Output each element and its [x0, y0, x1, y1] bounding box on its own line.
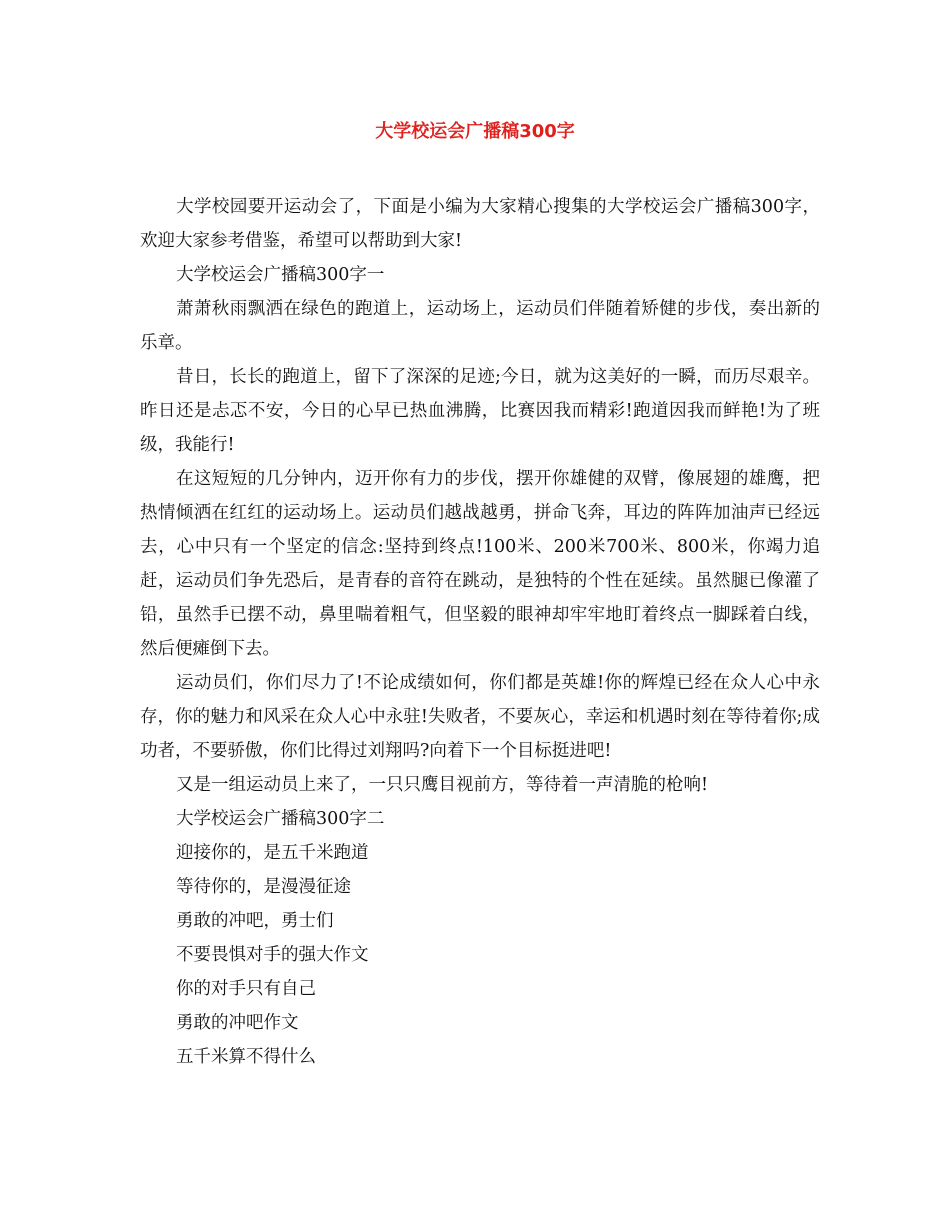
document-title: 大学校运会广播稿300字 — [375, 121, 575, 142]
paragraph: 昔日，长长的跑道上，留下了深深的足迹;今日，就为这美好的一瞬，而历尽艰辛。昨日还是忐忑不安，今日的心早已热血沸腾，比赛因我而精彩!跑道因我而鲜艳!为了班级，我能行! — [140, 367, 820, 455]
poem-line: 五千米算不得什么 — [176, 1047, 316, 1067]
poem-line: 不要畏惧对手的强大作文 — [176, 945, 369, 965]
paragraph: 运动员们，你们尽力了!不论成绩如何，你们都是英雄!你的辉煌已经在众人心中永存，你的魅力和风采在众人心中永驻!失败者，不要灰心，幸运和机遇时刻在等待着你;成功者，不要骄傲，你们比得过刘翔吗?向着下一个目标挺进吧! — [140, 673, 820, 761]
paragraph: 又是一组运动员上来了，一只只鹰目视前方，等待着一声清脆的枪响! — [176, 775, 709, 795]
paragraph-intro: 大学校园要开运动会了，下面是小编为大家精心搜集的大学校运会广播稿300字，欢迎大家参考借鉴，希望可以帮助到大家! — [140, 197, 820, 251]
poem-line: 勇敢的冲吧作文 — [176, 1013, 299, 1033]
section-heading-two: 大学校运会广播稿300字二 — [176, 809, 385, 829]
paragraph: 在这短短的几分钟内，迈开你有力的步伐，摆开你雄健的双臂，像展翅的雄鹰，把热情倾洒在红红的运动场上。运动员们越战越勇，拼命飞奔，耳边的阵阵加油声已经远去，心中只有一个坚定的信念:坚持到终点!100米、200米700米、800米，你竭力追赶，运动员们争先恐后，是青春的音符在跳动，是独特的个性在延续。虽然腿已像灌了铅，虽然手已摆不动，鼻里喘着粗气，但坚毅的眼神却牢牢地盯着终点一脚踩着白线，然后便瘫倒下去。 — [140, 469, 820, 659]
poem-line: 等待你的，是漫漫征途 — [176, 877, 351, 897]
document-body — [140, 190, 820, 1074]
poem-line: 勇敢的冲吧，勇士们 — [176, 911, 334, 931]
section-heading-one: 大学校运会广播稿300字一 — [176, 265, 385, 285]
poem-line: 你的对手只有自己 — [176, 979, 316, 999]
poem-line: 迎接你的，是五千米跑道 — [176, 843, 369, 863]
paragraph: 萧萧秋雨飘洒在绿色的跑道上，运动场上，运动员们伴随着矫健的步伐，奏出新的乐章。 — [140, 299, 820, 353]
